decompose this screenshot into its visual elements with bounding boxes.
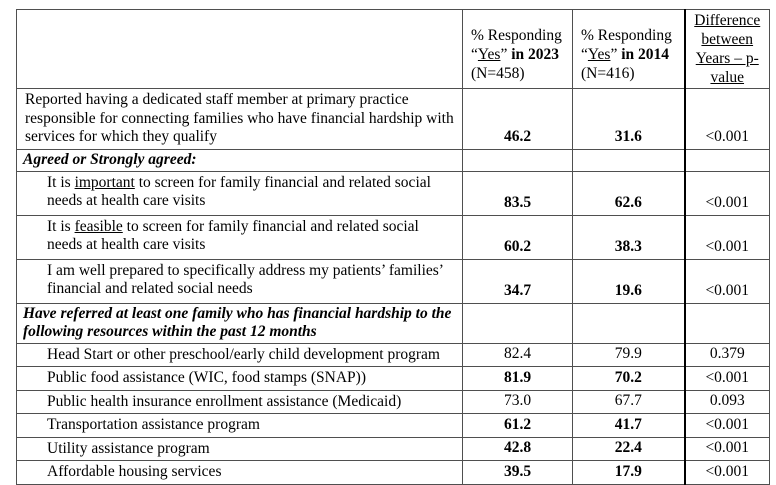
- row-label: It is important to screen for family financial and related social needs at health care visits: [17, 171, 463, 215]
- value-2014: 62.6: [573, 171, 685, 215]
- p-value: 0.379: [685, 343, 770, 367]
- value-2023: [463, 149, 573, 171]
- table-row-food-assistance: [17, 367, 770, 391]
- table-row-health-insurance: [17, 390, 770, 414]
- p-value: <0.001: [685, 171, 770, 215]
- p-value: [685, 303, 770, 343]
- table-row-utility: [17, 437, 770, 461]
- value-2014: 38.3: [573, 215, 685, 259]
- header-2023-n: (N=458): [471, 65, 525, 82]
- value-2014: [573, 303, 685, 343]
- value-2023: 83.5: [463, 171, 573, 215]
- value-2023: [463, 303, 573, 343]
- value-2023: 60.2: [463, 215, 573, 259]
- header-2023: [463, 10, 573, 89]
- table-row-important-to-screen: [17, 171, 770, 215]
- table-row-head-start: [17, 343, 770, 367]
- value-2014: 67.7: [573, 390, 685, 414]
- header-row: [17, 10, 770, 89]
- p-value: <0.001: [685, 367, 770, 391]
- section-label: Have referred at least one family who has financial hardship to the following resources within the past 12 months: [17, 303, 463, 343]
- row-label: It is feasible to screen for family financial and related social needs at health care visits: [17, 215, 463, 259]
- yes-underlined: Yes: [477, 46, 501, 63]
- section-label: Agreed or Strongly agreed:: [17, 149, 463, 171]
- value-2023: 73.0: [463, 390, 573, 414]
- value-2023: 61.2: [463, 414, 573, 438]
- value-2014: 17.9: [573, 461, 685, 485]
- value-2023: 34.7: [463, 259, 573, 303]
- p-value: [685, 149, 770, 171]
- header-2014: [573, 10, 685, 89]
- row-label: I am well prepared to specifically address my patients’ families’ financial and related social needs: [17, 259, 463, 303]
- yes-underlined: Yes: [587, 46, 611, 63]
- row-label: Reported having a dedicated staff member at primary practice responsible for connecting families who have financial hardship with services for which they qualify: [17, 89, 463, 150]
- header-2023-line2: “Yes” in 2023: [471, 46, 560, 63]
- value-2014: [573, 149, 685, 171]
- p-value: 0.093: [685, 390, 770, 414]
- value-2023: 39.5: [463, 461, 573, 485]
- p-value: <0.001: [685, 215, 770, 259]
- value-2023: 82.4: [463, 343, 573, 367]
- survey-results-table: [16, 9, 770, 485]
- row-label: Head Start or other preschool/early child development program: [17, 343, 463, 367]
- header-p-value: Difference between Years – p-value: [685, 10, 770, 89]
- p-value: <0.001: [685, 89, 770, 150]
- value-2023: 81.9: [463, 367, 573, 391]
- table-row-feasible-to-screen: [17, 215, 770, 259]
- feasible-underlined: feasible: [74, 217, 123, 235]
- row-label: Affordable housing services: [17, 461, 463, 485]
- p-value: <0.001: [685, 437, 770, 461]
- value-2014: 31.6: [573, 89, 685, 150]
- table-row-affordable-housing: [17, 461, 770, 485]
- value-2014: 70.2: [573, 367, 685, 391]
- table-row-dedicated-staff: [17, 89, 770, 150]
- header-blank-cell: [17, 10, 463, 89]
- table-row-well-prepared: [17, 259, 770, 303]
- value-2014: 19.6: [573, 259, 685, 303]
- section-row-agreed: [17, 149, 770, 171]
- p-value: <0.001: [685, 259, 770, 303]
- header-2014-line2: “Yes” in 2014: [581, 46, 670, 63]
- p-value: <0.001: [685, 414, 770, 438]
- table-row-transportation: [17, 414, 770, 438]
- header-2023-line1: % Responding: [471, 27, 562, 44]
- row-label: Transportation assistance program: [17, 414, 463, 438]
- header-2014-line1: % Responding: [581, 27, 672, 44]
- important-underlined: important: [74, 173, 135, 191]
- row-label: Public food assistance (WIC, food stamps (SNAP)): [17, 367, 463, 391]
- row-label: Utility assistance program: [17, 437, 463, 461]
- value-2023: 46.2: [463, 89, 573, 150]
- year-2014-bold: in 2014: [621, 46, 670, 63]
- section-row-have-referred: [17, 303, 770, 343]
- year-2023-bold: in 2023: [511, 46, 560, 63]
- value-2023: 42.8: [463, 437, 573, 461]
- header-2014-n: (N=416): [581, 65, 635, 82]
- p-value: <0.001: [685, 461, 770, 485]
- value-2014: 22.4: [573, 437, 685, 461]
- value-2014: 41.7: [573, 414, 685, 438]
- row-label: Public health insurance enrollment assistance (Medicaid): [17, 390, 463, 414]
- value-2014: 79.9: [573, 343, 685, 367]
